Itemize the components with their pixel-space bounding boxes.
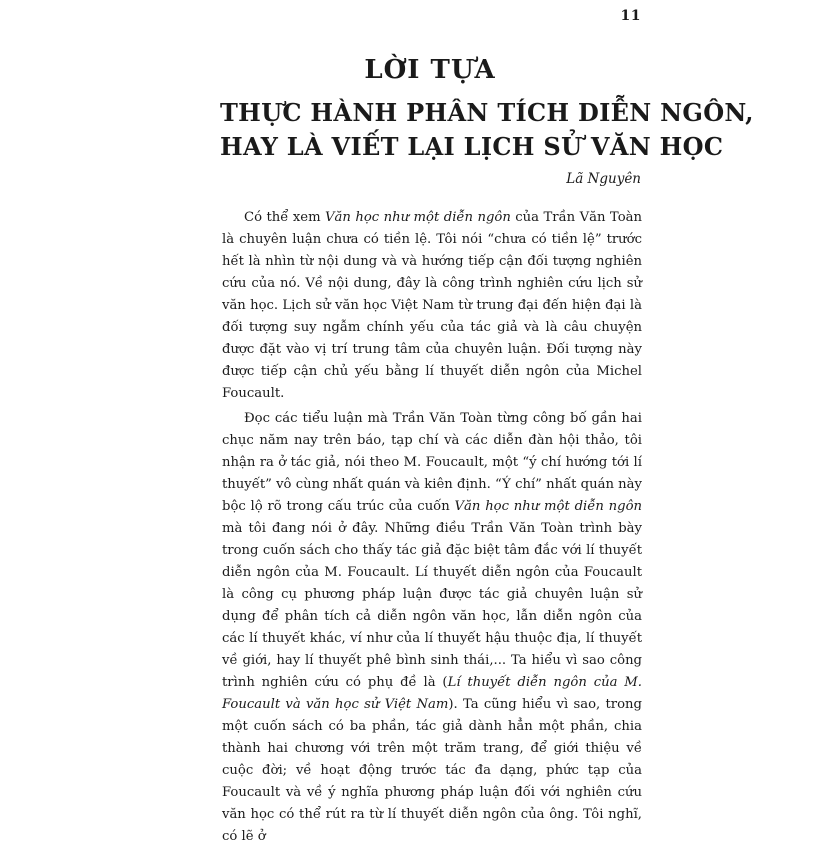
paragraph-2 xyxy=(222,408,642,848)
paragraph-1-text-b: của Trần Văn Toàn là chuyên luận chưa có tiền lệ. Tôi nói “chưa có tiền lệ” trước hết là nhìn từ nội dung và và hướng tiếp cận đối tượng nghiên cứu của nó. Về nội dung, đây là công trình nghiên cứu lịch sử văn học. Lịch sử văn học Việt Nam từ trung đại đến hiện đại là đối tượng suy ngẫm chính yếu của tác giả và là câu chuyện được đặt vào vị trí trung tâm của chuyên luận. Đối tượng này được tiếp cận chủ yếu bằng lí thuyết diễn ngôn của Michel Foucault. xyxy=(222,210,642,401)
chapter-title xyxy=(220,96,754,164)
page-number: 11 xyxy=(620,8,641,24)
paragraph-2-text-b: mà tôi đang nói ở đây. Những điều Trần Văn Toàn trình bày trong cuốn sách cho thấy tác giả đặc biệt tâm đắc với lí thuyết diễn ngôn của M. Foucault. Lí thuyết diễn ngôn của Foucault là công cụ phương pháp luận được tác giả chuyên luận sử dụng để phân tích cả diễn ngôn văn học, lẫn diễn ngôn của các lí thuyết khác, ví như của lí thuyết hậu thuộc địa, lí thuyết về giới, hay lí thuyết phê bình sinh thái,... Ta hiểu vì sao công trình nghiên cứu có phụ đề là ( xyxy=(222,521,642,690)
paragraph-1-text-a: Có thể xem xyxy=(244,210,326,225)
section-label: LỜI TỰA xyxy=(364,55,496,85)
paragraph-2-text-c: ). Ta cũng hiểu vì sao, trong một cuốn sách có ba phần, tác giả dành hẳn một phần, chia thành hai chương với trên một trăm trang, để giới thiệu về cuộc đời; về hoạt động trước tác đa dạng, phức tạp của Foucault và về ý nghĩa phương pháp luận đối với nghiên cứu văn học có thể rút ra từ lí thuyết diễn ngôn của ông. Tôi nghĩ, có lẽ ở xyxy=(222,697,642,844)
body-text xyxy=(222,207,642,851)
subtitle-italic: Lí thuyết diễn ngôn của M. Foucault và văn học sử Việt Nam xyxy=(222,675,642,712)
paragraph-1 xyxy=(222,207,642,405)
chapter-title-line-1: THỰC HÀNH PHÂN TÍCH DIỄN NGÔN, xyxy=(220,98,754,127)
author-name: Lã Nguyên xyxy=(566,171,641,187)
paragraph-2-text-a: Đọc các tiểu luận mà Trần Văn Toàn từng công bố gần hai chục năm nay trên báo, tạp chí và các diễn đàn hội thảo, tôi nhận ra ở tác giả, nói theo M. Foucault, một “ý chí hướng tới lí thuyết” vô cùng nhất quán và kiên định. “Ý chí” nhất quán này bộc lộ rõ trong cấu trúc của cuốn xyxy=(222,411,642,514)
chapter-title-line-2: HAY LÀ VIẾT LẠI LỊCH SỬ VĂN HỌC xyxy=(220,132,724,161)
book-title-italic: Văn học như một diễn ngôn xyxy=(325,210,511,225)
book-title-italic-2: Văn học như một diễn ngôn xyxy=(454,499,642,514)
